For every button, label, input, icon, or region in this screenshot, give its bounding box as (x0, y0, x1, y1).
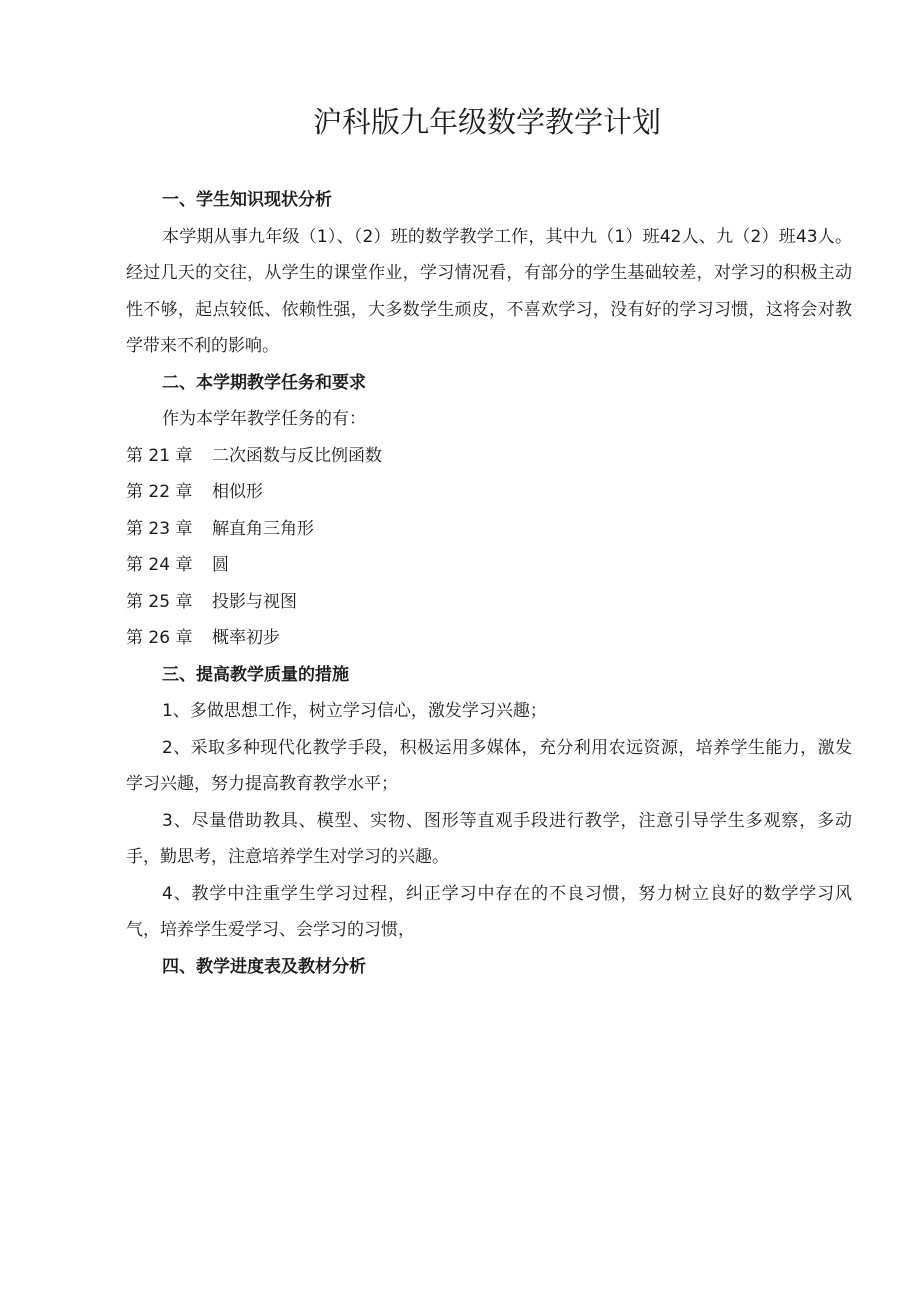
section-1-paragraph: 本学期从事九年级（1）、（2）班的数学教学工作，其中九（1）班42人、九（2）班43人。经过几天的交往，从学生的课堂作业，学习情况看，有部分的学生基础较差，对学习的积极主动性不够，起点较低、依赖性强，大多数学生顽皮，不喜欢学习，没有好的学习习惯，这将会对教学带来不利的影响。 (126, 226, 852, 356)
chapter-item (126, 620, 852, 657)
chapter-name: 解直角三角形 (212, 518, 314, 539)
chapter-name: 圆 (212, 555, 229, 575)
chapter-name: 相似形 (212, 482, 263, 502)
chapter-number: 第 24 章 (126, 555, 193, 575)
chapter-number: 第 22 章 (126, 482, 193, 502)
document-title: 沪科版九年级数学教学计划 (312, 105, 661, 139)
chapter-item (126, 584, 852, 621)
chapter-name: 概率初步 (212, 628, 280, 648)
measure-item: 2、采取多种现代化教学手段，积极运用多媒体，充分利用农远资源，培养学生能力，激发学习兴趣，努力提高教育教学水平； (126, 737, 852, 794)
chapter-number: 第 25 章 (126, 591, 193, 612)
section-heading-1: 一、学生知识现状分析 (162, 190, 332, 210)
chapter-item (126, 438, 852, 475)
chapter-number: 第 26 章 (126, 628, 193, 648)
chapter-item (126, 511, 852, 548)
chapter-item (126, 547, 852, 584)
section-heading-3: 三、提高教学质量的措施 (162, 664, 349, 685)
section-2-intro: 作为本学年教学任务的有： (162, 409, 366, 429)
chapter-number: 第 23 章 (126, 518, 193, 539)
measure-item: 3、尽量借助教具、模型、实物、图形等直观手段进行教学，注意引导学生多观察，多动手，勤思考，注意培养学生对学习的兴趣。 (126, 810, 852, 867)
chapter-number: 第 21 章 (126, 445, 193, 466)
section-heading-4: 四、教学进度表及教材分析 (162, 956, 366, 977)
chapter-name: 投影与视图 (212, 591, 297, 612)
document-body (126, 182, 852, 985)
section-heading-2: 二、本学期教学任务和要求 (162, 372, 366, 393)
measure-item: 1、多做思想工作，树立学习信心，激发学习兴趣； (162, 701, 547, 721)
chapter-item (126, 474, 852, 511)
chapter-name: 二次函数与反比例函数 (212, 445, 382, 466)
measure-item: 4、教学中注重学生学习过程，纠正学习中存在的不良习惯，努力树立良好的数学学习风气，培养学生爱学习、会学习的习惯， (126, 883, 852, 940)
